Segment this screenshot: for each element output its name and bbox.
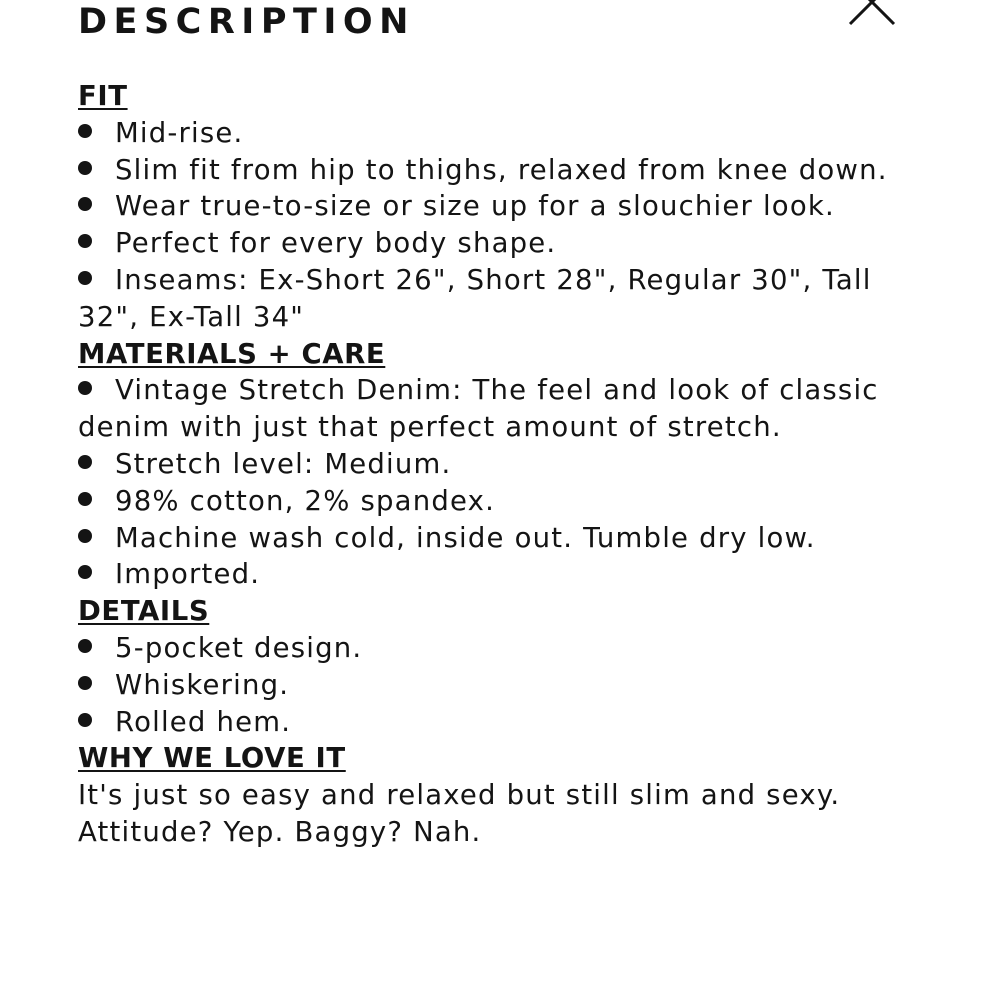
fit-list — [78, 115, 908, 336]
list-item: Stretch level: Medium. — [78, 446, 908, 483]
panel-title: DESCRIPTION — [78, 2, 415, 42]
list-item: Mid-rise. — [78, 115, 908, 152]
list-item: Imported. — [78, 556, 908, 593]
materials-list — [78, 372, 908, 593]
details-list — [78, 630, 908, 740]
section-heading-fit: FIT — [78, 80, 128, 112]
list-item: Machine wash cold, inside out. Tumble dry low. — [78, 520, 908, 557]
list-item: Perfect for every body shape. — [78, 225, 908, 262]
list-item: Wear true-to-size or size up for a slouchier look. — [78, 188, 908, 225]
list-item: Slim fit from hip to thighs, relaxed from knee down. — [78, 152, 908, 189]
section-heading-materials: MATERIALS + CARE — [78, 337, 386, 370]
section-heading-details: DETAILS — [78, 595, 210, 628]
close-icon — [846, 0, 898, 28]
list-item: Rolled hem. — [78, 704, 908, 741]
close-button[interactable] — [846, 0, 898, 28]
list-item: 98% cotton, 2% spandex. — [78, 483, 908, 520]
list-item: 5-pocket design. — [78, 630, 908, 667]
list-item: Whiskering. — [78, 667, 908, 704]
why-text: It's just so easy and relaxed but still slim and sexy. Attitude? Yep. Baggy? Nah. — [78, 779, 841, 848]
list-item: Vintage Stretch Denim: The feel and look of classic denim with just that perfect amount of stretch. — [78, 372, 908, 446]
list-item: Inseams: Ex-Short 26", Short 28", Regular 30", Tall 32", Ex-Tall 34" — [78, 262, 908, 336]
section-heading-why: WHY WE LOVE IT — [78, 742, 346, 775]
description-content — [78, 78, 908, 851]
